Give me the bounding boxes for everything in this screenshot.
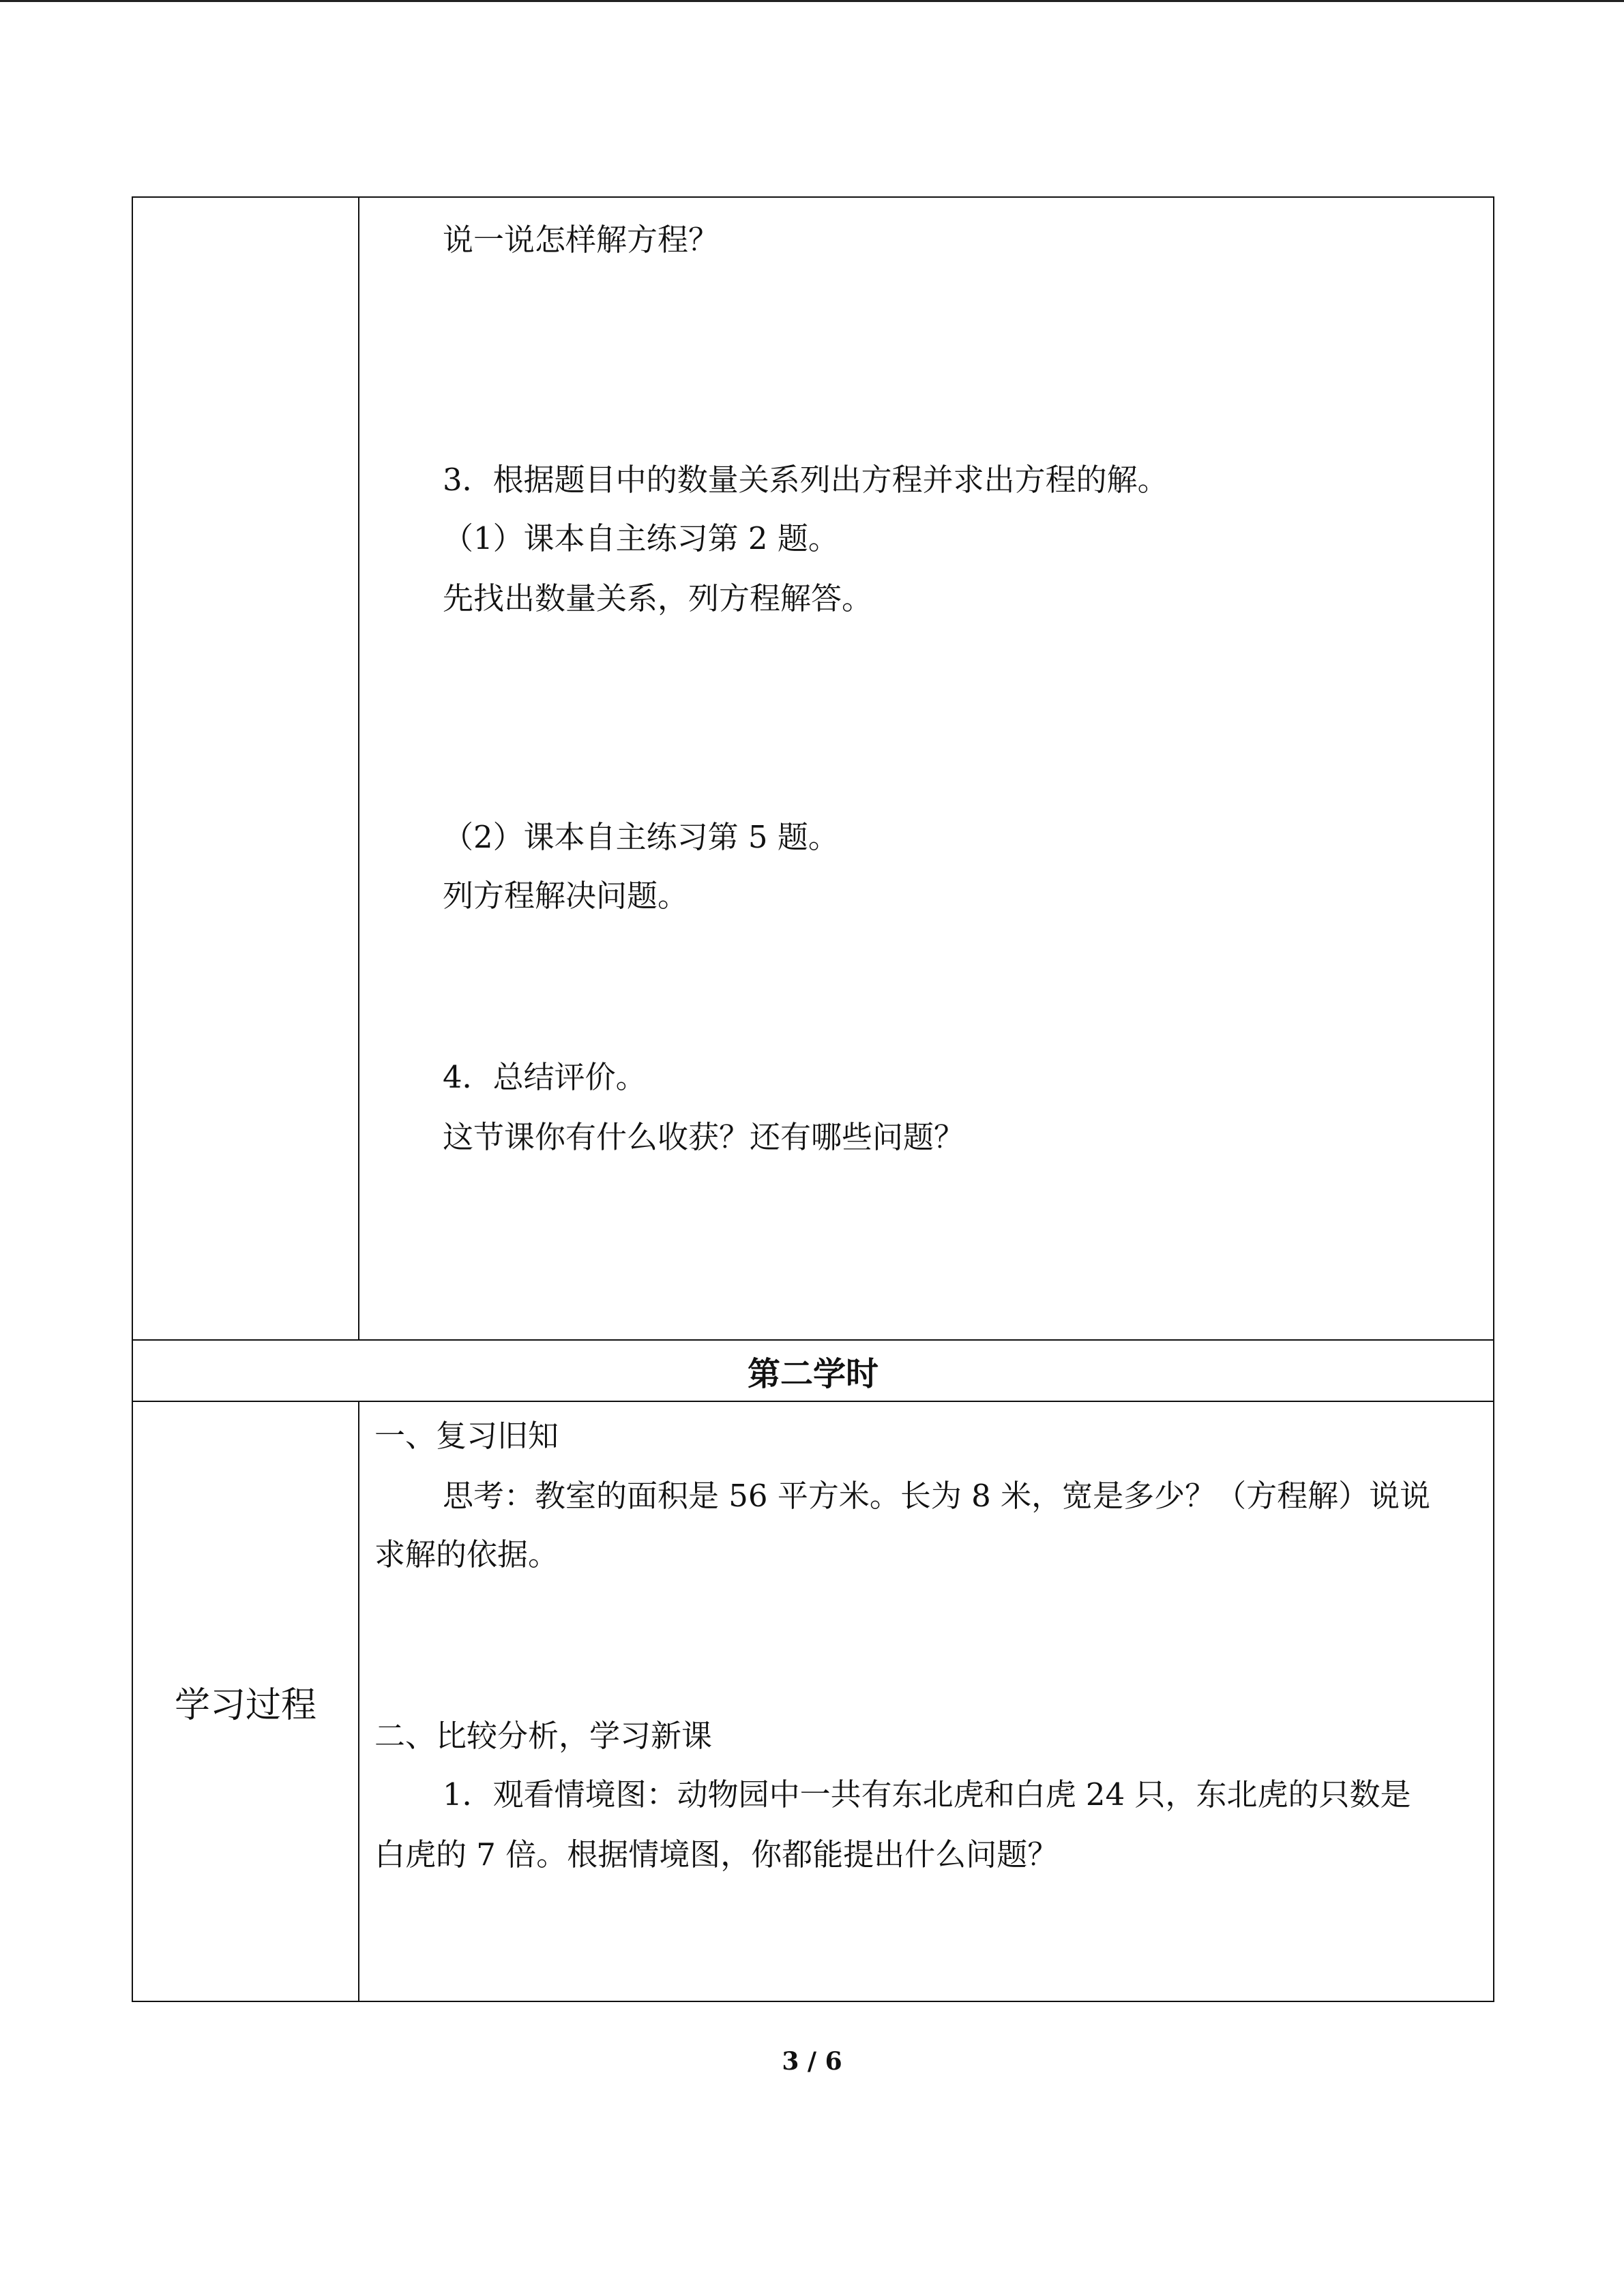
- table-row: [132, 197, 1494, 1340]
- section-heading: 一、复习旧知: [374, 1418, 559, 1454]
- text-line: 1．观看情境图：动物园中一共有东北虎和白虎 24 只，东北虎的只数是: [443, 1776, 1411, 1813]
- text-line: 白虎的 7 倍。根据情境图，你都能提出什么问题？: [374, 1836, 1059, 1873]
- text-line: 列方程解决问题。: [443, 878, 689, 914]
- table-row: [132, 1340, 1494, 1401]
- exercise-content-cell: [359, 197, 1494, 1340]
- lesson-plan-table: [132, 196, 1494, 2002]
- table-row: [132, 1401, 1494, 2001]
- section-heading: 二、比较分析，学习新课: [374, 1718, 713, 1754]
- text-line: 3．根据题目中的数量关系列出方程并求出方程的解。: [443, 462, 1168, 498]
- session-title: 第二学时: [132, 1340, 1494, 1401]
- text-line: 说一说怎样解方程？: [443, 222, 720, 258]
- text-line: （2）课本自主练习第 5 题。: [443, 819, 839, 855]
- page-number: 3 / 6: [782, 2047, 842, 2076]
- text-line: 先找出数量关系，列方程解答。: [443, 580, 873, 616]
- text-line: 4．总结评价。: [443, 1059, 647, 1095]
- lesson-content-cell: [359, 1401, 1494, 2001]
- empty-left-cell: [132, 197, 359, 1340]
- text-line: 求解的依据。: [374, 1536, 559, 1572]
- text-line: 思考：教室的面积是 56 平方米。长为 8 米，宽是多少？（方程解）说说: [443, 1478, 1431, 1514]
- text-line: 这节课你有什么收获？还有哪些问题？: [443, 1119, 965, 1155]
- side-label: 学习过程: [132, 1401, 359, 2001]
- text-line: （1）课本自主练习第 2 题。: [443, 520, 839, 556]
- top-border-line: [0, 0, 1624, 2]
